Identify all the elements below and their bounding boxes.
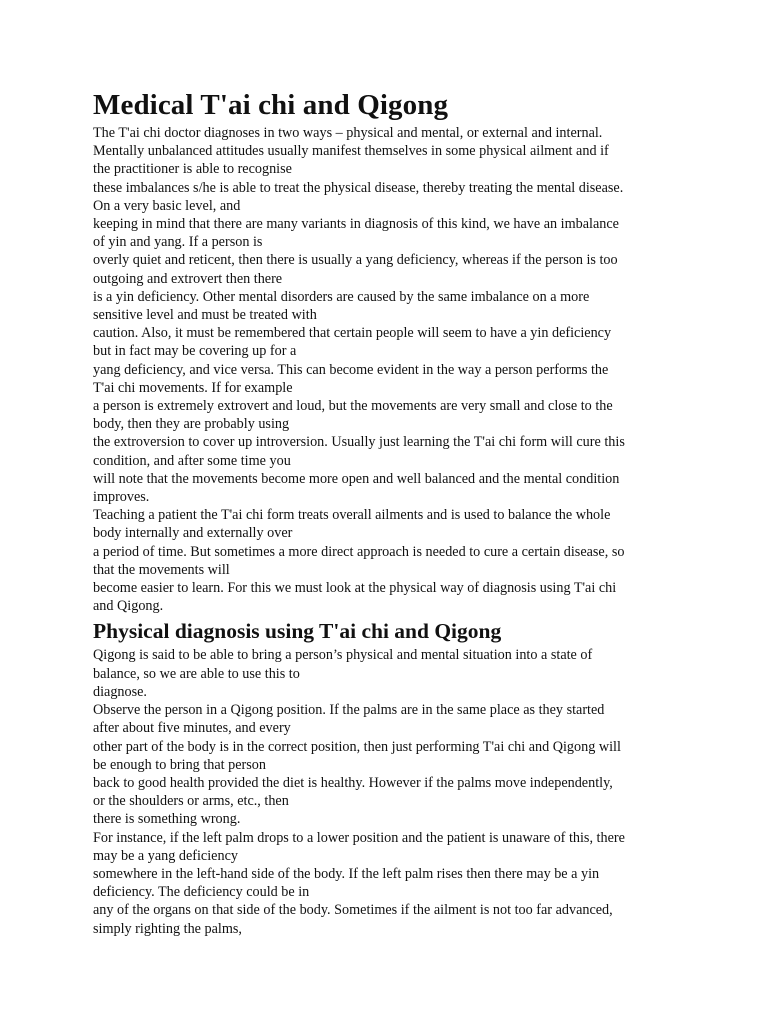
text-line: of yin and yang. If a person is (93, 234, 263, 251)
text-line: Observe the person in a Qigong position. If the palms are in the same place as they started (93, 702, 605, 719)
text-line: sensitive level and must be treated with (93, 307, 317, 324)
text-line: body internally and externally over (93, 525, 293, 542)
text-line: Mentally unbalanced attitudes usually manifest themselves in some physical ailment and if (93, 143, 609, 160)
text-line: the practitioner is able to recognise (93, 161, 292, 178)
text-line: simply righting the palms, (93, 920, 242, 937)
text-line: balance, so we are able to use this to (93, 665, 300, 682)
text-line: On a very basic level, and (93, 197, 241, 214)
text-line: body, then they are probably using (93, 416, 290, 433)
text-line: the extroversion to cover up introversion. Usually just learning the T'ai chi form will cure this (93, 434, 625, 451)
document-page (93, 86, 683, 938)
text-line: outgoing and extrovert then there (93, 270, 283, 287)
text-line: that the movements will (93, 561, 230, 578)
text-line: The T'ai chi doctor diagnoses in two ways – physical and mental, or external and internal. (93, 125, 603, 141)
text-line: overly quiet and reticent, then there is usually a yang deficiency, whereas if the person is too (93, 252, 618, 269)
text-line: and Qigong. (93, 598, 164, 615)
text-line: improves. (93, 489, 150, 506)
text-line: condition, and after some time you (93, 452, 291, 469)
text-line: may be a yang deficiency (93, 847, 238, 864)
section-heading-physical-diagnosis: Physical diagnosis using T'ai chi and Qigong (93, 619, 502, 644)
text-line: somewhere in the left-hand side of the body. If the left palm rises then there may be a yin (93, 865, 600, 882)
text-line: back to good health provided the diet is healthy. However if the palms move independently, (93, 774, 613, 791)
text-line: become easier to learn. For this we must look at the physical way of diagnosis using T'ai chi (93, 580, 617, 597)
text-line: a person is extremely extrovert and loud, but the movements are very small and close to the (93, 398, 613, 415)
section-body-physical-diagnosis (93, 646, 683, 937)
text-line: or the shoulders or arms, etc., then (93, 793, 289, 810)
text-line: be enough to bring that person (93, 756, 266, 773)
text-line: other part of the body is in the correct position, then just performing T'ai chi and Qigong will (93, 738, 621, 755)
text-line: diagnose. (93, 683, 147, 700)
text-line: any of the organs on that side of the body. Sometimes if the ailment is not too far advanced, (93, 902, 613, 919)
text-line: but in fact may be covering up for a (93, 343, 297, 360)
text-line: after about five minutes, and every (93, 720, 291, 737)
text-line: will note that the movements become more open and well balanced and the mental condition (93, 470, 620, 487)
text-line: these imbalances s/he is able to treat the physical disease, thereby treating the mental disease. (93, 179, 624, 196)
section-body-medical-taichi (93, 124, 683, 615)
text-line: T'ai chi movements. If for example (93, 379, 293, 396)
text-line: a period of time. But sometimes a more direct approach is needed to cure a certain disease, so (93, 543, 625, 560)
text-line: Qigong is said to be able to bring a person’s physical and mental situation into a state of (93, 647, 593, 664)
text-line: there is something wrong. (93, 811, 241, 828)
document-title: Medical T'ai chi and Qigong (93, 89, 449, 121)
text-line: caution. Also, it must be remembered that certain people will seem to have a yin deficiency (93, 325, 612, 342)
text-line: deficiency. The deficiency could be in (93, 884, 310, 901)
text-line: For instance, if the left palm drops to a lower position and the patient is unaware of this, there (93, 829, 625, 846)
text-line: keeping in mind that there are many variants in diagnosis of this kind, we have an imbalance (93, 216, 619, 233)
text-line: Teaching a patient the T'ai chi form treats overall ailments and is used to balance the whole (93, 507, 611, 524)
text-line: is a yin deficiency. Other mental disorders are caused by the same imbalance on a more (93, 288, 590, 305)
text-line: yang deficiency, and vice versa. This can become evident in the way a person performs the (93, 361, 609, 378)
